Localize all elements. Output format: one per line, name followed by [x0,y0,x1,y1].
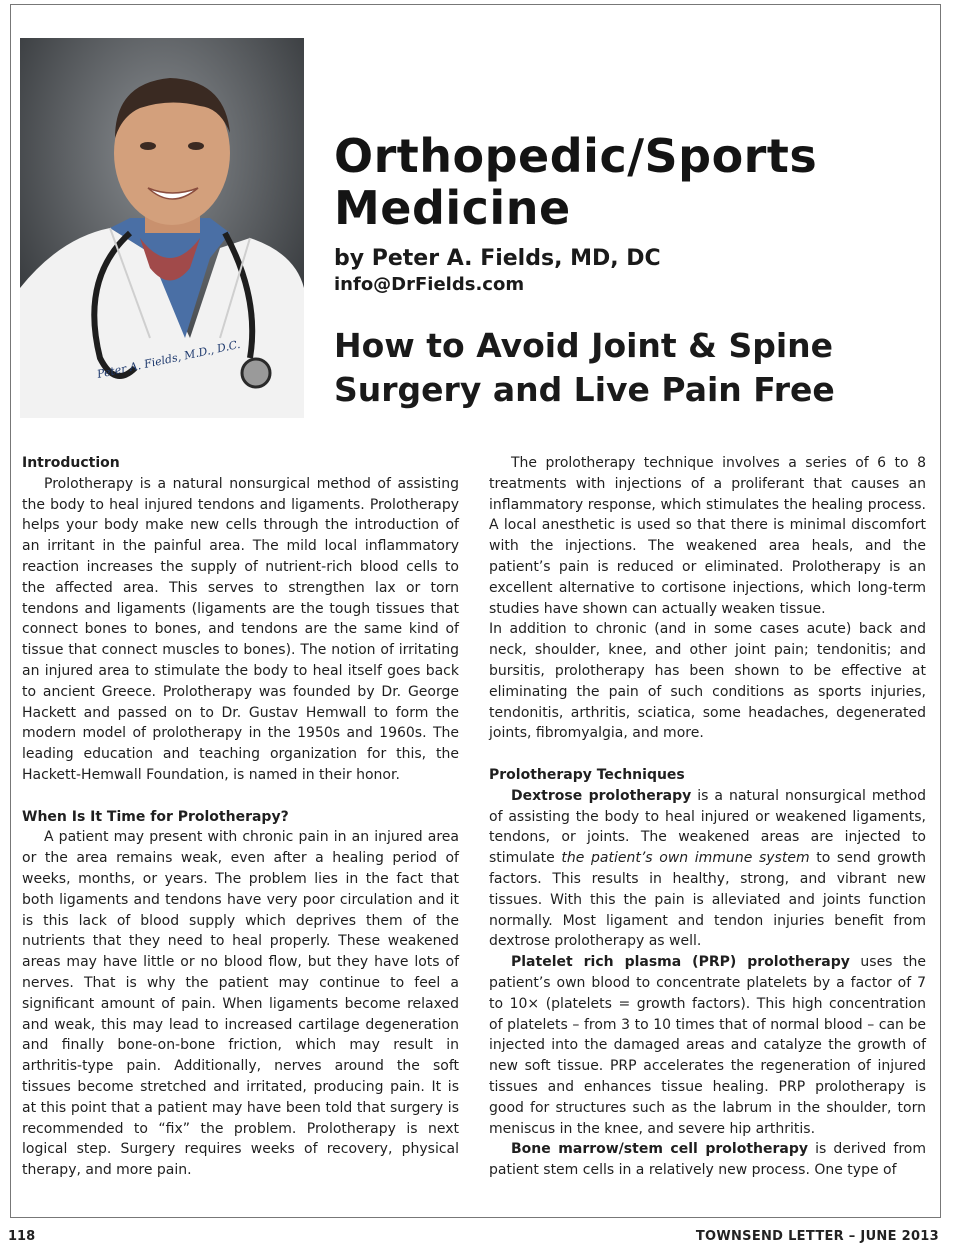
page-number: 118 [8,1229,36,1244]
intro-heading: Introduction [22,455,120,471]
bone-marrow-term: Bone marrow/stem cell prolotherapy [511,1141,808,1158]
dextrose-paragraph [489,786,926,952]
dextrose-text-a: is a natural nonsurgical method of assisting the body to heal injured or weakened ligaments, tendons, or joints. The weakened areas are injected to stimulate [489,787,926,867]
author-photo [20,38,304,418]
bone-marrow-text: is derived from patient stem cells in a relatively new process. One type of [489,1141,927,1179]
conditions-paragraph: In addition to chronic (and in some cases acute) back and neck, shoulder, knee, and other joint pain; tendonitis; and bursitis, prolotherapy has been shown to be effective at eliminating the pain of such conditions as sports injuries, tendonitis, arthritis, sciatica, some headaches, degenerated joints, fibromyalgia, and more. [489,621,926,742]
prp-term: Platelet rich plasma (PRP) prolotherapy [511,954,850,971]
when-paragraph: A patient may present with chronic pain in an injured area or the area remains weak, even after a healing period of weeks, months, or years. The problem lies in the fact that both ligaments and tendons have very poor circulation and it is this lack of blood supply which deprives them of the nutrients that they need to heal properly. These weakened areas may have little or no blood flow, but they have lots of nerves. That is why the patient may continue to feel a significant amount of pain. When ligaments become relaxed and weak, this may lead to increased cartilage degeneration and finally bone-on-bone friction, which may result in arthritis-type pain. Additionally, nerves around the soft tissues become stretched and irritated, producing pain. It is at this point that a patient may have been told that surgery is recommended to “fix” the problem. Prolotherapy is next logical step. Surgery requires weeks of recovery, physical therapy, and more pain. [22,829,459,1179]
coat-embroidery: Peter A. Fields, M.D., D.C. [95,337,242,381]
techniques-heading: Prolotherapy Techniques [489,766,685,783]
article-subhead: How to Avoid Joint & Spine Surgery and Live Pain Free [334,326,835,409]
right-column [489,453,926,1181]
author-portrait-illustration [20,38,304,418]
when-heading: When Is It Time for Prolotherapy? [22,808,289,825]
publication-footer: TOWNSEND LETTER – JUNE 2013 [695,1229,939,1244]
prp-text: uses the patient’s own blood to concentrate platelets by a factor of 7 to 10× (platelets = growth factors). This high concentration of platelets – from 3 to 10 times that of normal blood – can be injected into the damaged areas and catalyze the growth of new soft tissue. PRP accelerates the regeneration of injured tissues and enhances tissue healing. PRP prolotherapy is good for structures such as the labrum in the shoulder, torn meniscus in the knee, and severe hip arthritis. [489,954,926,1137]
intro-paragraph: Prolotherapy is a natural nonsurgical method of assisting the body to heal injured tendons and ligaments. Prolotherapy helps your body make new cells through the introduction of an irritant in the painful area. The mild local inflammatory reaction increases the supply of nutrient-rich blood cells to the affected area. This serves to strengthen lax or torn tendons and ligaments (ligaments are the tough tissues that connect bones to bones, and tendons are the same kind of tissue that connect muscles to bones). The notion of irritating an injured area to stimulate the body to heal itself goes back to ancient Greece. Prolotherapy was founded by Dr. George Hackett and passed on to Dr. Gustav Hemwall to form the modern model of prolotherapy in the 1950s and 1960s. The leading education and teaching organization for this, the Hackett-Hemwall Foundation, is named in their honor. [22,475,459,783]
prp-paragraph [489,952,926,1139]
dextrose-term: Dextrose prolotherapy [511,787,692,804]
article-byline: by Peter A. Fields, MD, DC [334,246,661,271]
author-email: info@DrFields.com [334,274,525,295]
technique-paragraph: The prolotherapy technique involves a series of 6 to 8 treatments with injections of a proliferant that causes an inflammatory response, which stimulates the healing process. A local anesthetic is used so that there is minimal discomfort with the injections. The weakened area heals, and the patient’s pain is reduced or eliminated. Prolotherapy is an excellent alternative to cortisone injections, which long-term studies have shown can actually weaken tissue. [489,455,926,617]
left-column [22,453,459,1181]
article-headline: Orthopedic/Sports Medicine [334,129,818,235]
dextrose-text-b: to send growth factors. This results in healthy, strong, and vibrant new tissues. With this the pain is alleviated and joints function normally. Most ligament and tendon injuries benefit from dextrose prolotherapy as well. [489,850,926,950]
bone-marrow-paragraph [489,1139,926,1181]
dextrose-emphasis: the patient’s own immune system [561,850,810,867]
